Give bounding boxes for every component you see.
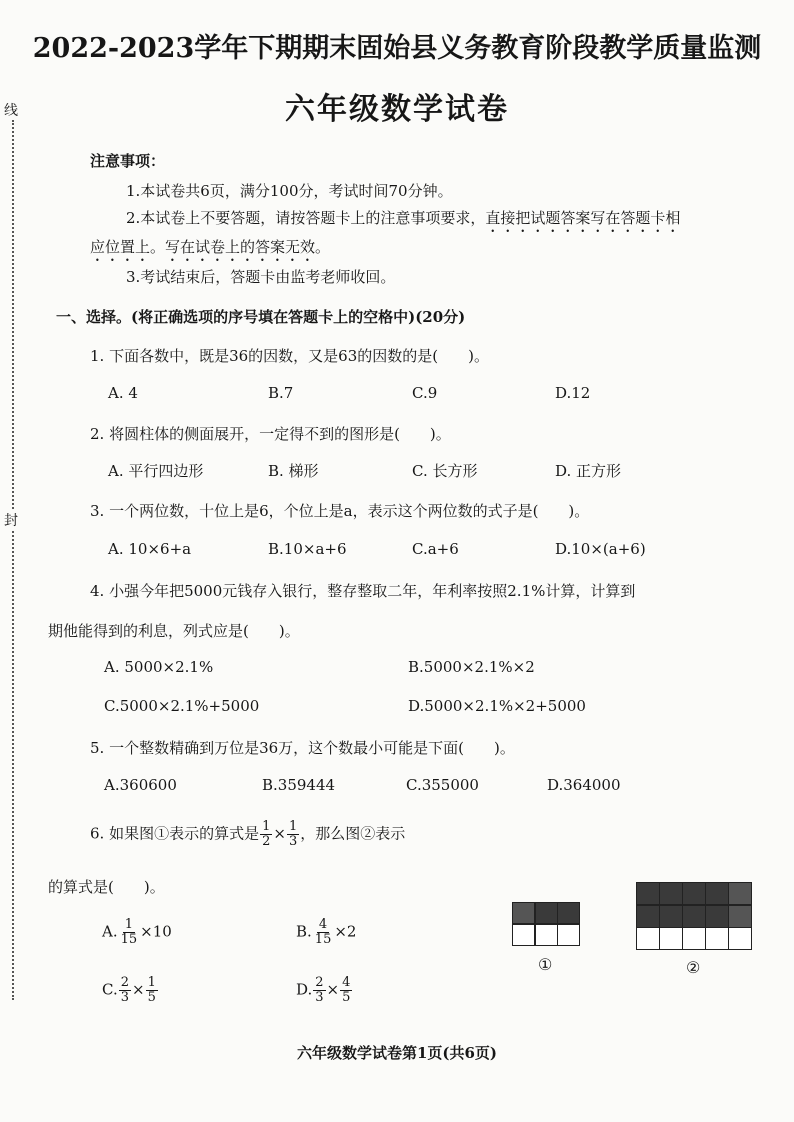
question-5-stem: 5. 一个整数精确到万位是36万，这个数最小可能是下面( )。: [90, 739, 515, 757]
question-3-stem: 3. 一个两位数，十位上是6，个位上是a，表示这个两位数的式子是( )。: [90, 502, 590, 520]
side-mark-xian: 线: [4, 100, 18, 120]
q6-option-b: B. $\frac{4}{15}$ ×2: [296, 917, 357, 947]
side-mark-feng: 封: [4, 510, 18, 530]
q1-option-a: A. 4: [108, 384, 138, 402]
stem-fraction-1: $\frac{1}{2}$: [262, 819, 271, 849]
q2-option-c: C. 长方形: [412, 462, 478, 480]
q2-option-d: D. 正方形: [555, 462, 622, 480]
question-2-stem: 2. 将圆柱体的侧面展开，一定得不到的图形是( )。: [90, 425, 451, 443]
q2-option-b: B. 梯形: [268, 462, 319, 480]
q5-option-a: A.360600: [104, 776, 177, 794]
q1-option-c: C.9: [412, 384, 438, 402]
question-6-stem: 6. 如果图①表示的算式是 $\frac{1}{2}$ × $\frac{1}{3}$ ，那么图②表示: [90, 819, 406, 849]
question-4-stem: 4. 小强今年把5000元钱存入银行，整存整取二年，年利率按照2.1%计算，计算到: [90, 582, 636, 600]
q6-option-a: A. $\frac{1}{15}$ ×10: [102, 917, 172, 947]
q3-option-b: B.10×a+6: [268, 540, 347, 558]
q4-option-c: C.5000×2.1%+5000: [104, 697, 260, 715]
q3-option-d: D.10×(a+6): [555, 540, 646, 558]
q5-option-c: C.355000: [406, 776, 479, 794]
stem-fraction-2: $\frac{1}{3}$: [288, 819, 298, 849]
q4-option-b: B.5000×2.1%×2: [408, 658, 535, 676]
q4-option-d: D.5000×2.1%×2+5000: [408, 697, 586, 715]
figure-1-label: ①: [538, 955, 553, 974]
exam-subtitle: 六年级数学试卷: [285, 92, 509, 127]
binding-dotted-line: [12, 120, 14, 1000]
figure-2-grid: [636, 882, 752, 950]
note-3: 3.考试结束后，答题卡由监考老师收回。: [126, 268, 396, 286]
note-2-cont: 应位置上。写在试卷上的答案无效。: [90, 238, 331, 256]
note-2: 2.本试卷上不要答题，请按答题卡上的注意事项要求，直接把试题答案写在答题卡相: [126, 209, 681, 227]
q1-option-b: B.7: [268, 384, 294, 402]
q5-option-d: D.364000: [547, 776, 621, 794]
note-1: 1.本试卷共6页，满分100分，考试时间70分钟。: [126, 182, 453, 200]
q3-option-a: A. 10×6+a: [108, 540, 192, 558]
q1-option-d: D.12: [555, 384, 591, 402]
page-footer: 六年级数学试卷第1页(共6页): [296, 1044, 498, 1062]
notes-heading: 注意事项：: [90, 152, 166, 170]
q6-option-c: C. $\frac{2}{3}$ × $\frac{1}{5}$: [102, 975, 156, 1005]
q3-option-c: C.a+6: [412, 540, 459, 558]
section-1-heading: 一、选择。(将正确选项的序号填在答题卡上的空格中)(20分): [56, 308, 466, 326]
question-6-stem-cont: 的算式是( )。: [48, 878, 165, 896]
q6-option-d: D. $\frac{2}{3}$ × $\frac{4}{5}$: [296, 975, 351, 1005]
exam-title: 2022-2023学年下期期末固始县义务教育阶段教学质量监测: [32, 33, 762, 64]
q4-option-a: A. 5000×2.1%: [104, 658, 214, 676]
question-1-stem: 1. 下面各数中，既是36的因数，又是63的因数的是( )。: [90, 347, 489, 365]
q5-option-b: B.359444: [262, 776, 336, 794]
figure-2-label: ②: [686, 958, 701, 977]
q2-option-a: A. 平行四边形: [108, 462, 204, 480]
figure-1-grid: [512, 902, 580, 946]
question-4-stem-cont: 期他能得到的利息，列式应是( )。: [48, 622, 300, 640]
